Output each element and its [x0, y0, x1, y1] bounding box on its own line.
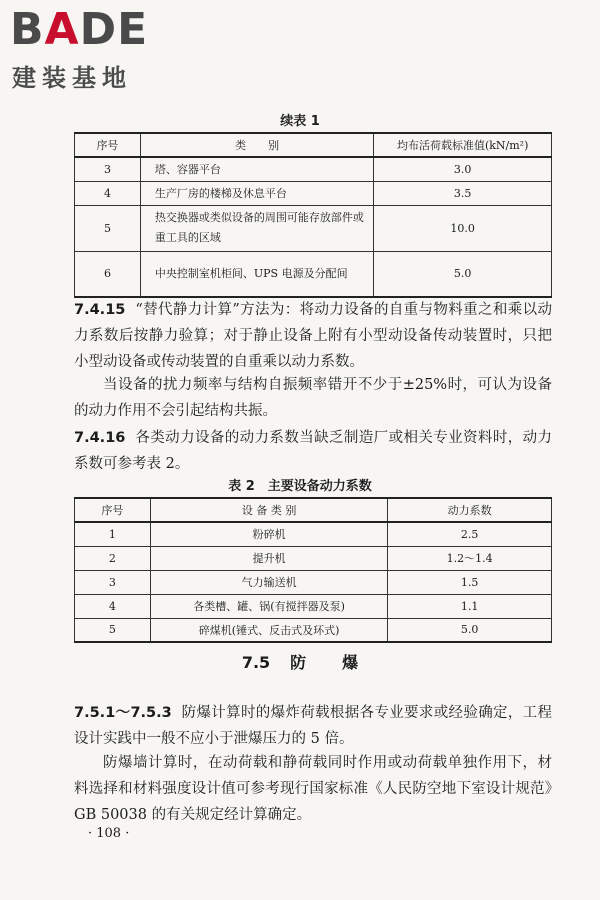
- table1-header-category: 类 别: [140, 133, 373, 157]
- row-factor: 5.0: [388, 618, 552, 642]
- brand-logo: [10, 4, 180, 92]
- row-value: 5.0: [374, 251, 552, 297]
- table-row: [75, 594, 552, 618]
- row-index: 4: [75, 181, 141, 205]
- row-factor: 2.5: [388, 522, 552, 546]
- table-row: [75, 157, 552, 181]
- table-row: [75, 570, 552, 594]
- row-equipment: 提升机: [150, 546, 387, 570]
- table2: [74, 497, 552, 643]
- row-factor: 1.5: [388, 570, 552, 594]
- clause-7-5-1-note: 防爆墙计算时，在动荷载和静荷载同时作用或动荷载单独作用下，材料选择和材料强度设计值可参考现行国家标准《人民防空地下室设计规范》GB 50038 的有关规定经计算确定。: [74, 755, 552, 823]
- table2-header-factor: 动力系数: [388, 498, 552, 522]
- clause-7-5-1: [74, 700, 552, 752]
- row-index: 5: [75, 618, 151, 642]
- section-title-part: 爆: [342, 653, 359, 672]
- row-category: 中央控制室机柜间、UPS 电源及分配间: [140, 251, 373, 297]
- logo-wordmark: BADE: [10, 4, 149, 55]
- row-index: 3: [75, 570, 151, 594]
- section-number: 7.5: [241, 653, 271, 672]
- section-heading-7-5: [0, 650, 600, 673]
- row-index: 4: [75, 594, 151, 618]
- row-factor: 1.2～1.4: [388, 546, 552, 570]
- row-index: 2: [75, 546, 151, 570]
- clause-text: “替代静力计算”方法为：将动力设备的自重与物料重之和乘以动力系数后按静力验算；对于静止设备上附有小型动设备传动装置时，只把小型动设备或传动装置的自重乘以动力系数。: [74, 302, 553, 370]
- row-value: 10.0: [374, 205, 552, 251]
- clause-7-4-15-note: 当设备的扰力频率与结构自振频率错开不少于±25%时，可认为设备的动力作用不会引起结构共振。: [74, 377, 552, 419]
- table-row: [75, 522, 552, 546]
- table2-caption: 表 2 主要设备动力系数: [228, 479, 372, 494]
- table-row: [75, 546, 552, 570]
- clause-text: 防爆计算时的爆炸荷载根据各专业要求或经验确定，工程设计实践中一般不应小于泄爆压力的 5 倍。: [74, 705, 553, 747]
- row-category: 生产厂房的楼梯及休息平台: [140, 181, 373, 205]
- row-value: 3.5: [374, 181, 552, 205]
- row-category: 塔、容器平台: [140, 157, 373, 181]
- table-row: [75, 251, 552, 297]
- table1-caption: 续表 1: [280, 114, 320, 129]
- clause-7-4-16: [74, 425, 552, 477]
- page-number: · 108 ·: [88, 826, 130, 841]
- row-index: 1: [75, 522, 151, 546]
- row-index: 3: [75, 157, 141, 181]
- clause-number: 7.4.15: [74, 302, 126, 318]
- row-index: 5: [75, 205, 141, 251]
- row-value: 3.0: [374, 157, 552, 181]
- row-category: 热交换器或类似设备的周围可能存放部件或重工具的区域: [140, 205, 373, 251]
- clause-text: 各类动力设备的动力系数当缺乏制造厂或相关专业资料时，动力系数可参考表 2。: [74, 430, 553, 472]
- table-row: [75, 205, 552, 251]
- table-row: [75, 181, 552, 205]
- table-row: [75, 618, 552, 642]
- clause-number: 7.4.16: [74, 430, 126, 446]
- logo-subtitle: 建装基地: [12, 64, 132, 92]
- row-factor: 1.1: [388, 594, 552, 618]
- row-equipment: 碎煤机(锤式、反击式及环式): [150, 618, 387, 642]
- row-index: 6: [75, 251, 141, 297]
- clause-7-4-15: [74, 297, 552, 375]
- clause-number: 7.5.1～7.5.3: [74, 705, 172, 721]
- table1-header-index: 序号: [75, 133, 141, 157]
- row-equipment: 气力输送机: [150, 570, 387, 594]
- table2-header-index: 序号: [75, 498, 151, 522]
- table1-header-load: 均布活荷载标准值(kN/m²): [374, 133, 552, 157]
- table2-header-equipment: 设 备 类 别: [150, 498, 387, 522]
- table1: [74, 132, 552, 298]
- row-equipment: 各类槽、罐、锅(有搅拌器及泵): [150, 594, 387, 618]
- row-equipment: 粉碎机: [150, 522, 387, 546]
- section-title-part: 防: [290, 653, 307, 672]
